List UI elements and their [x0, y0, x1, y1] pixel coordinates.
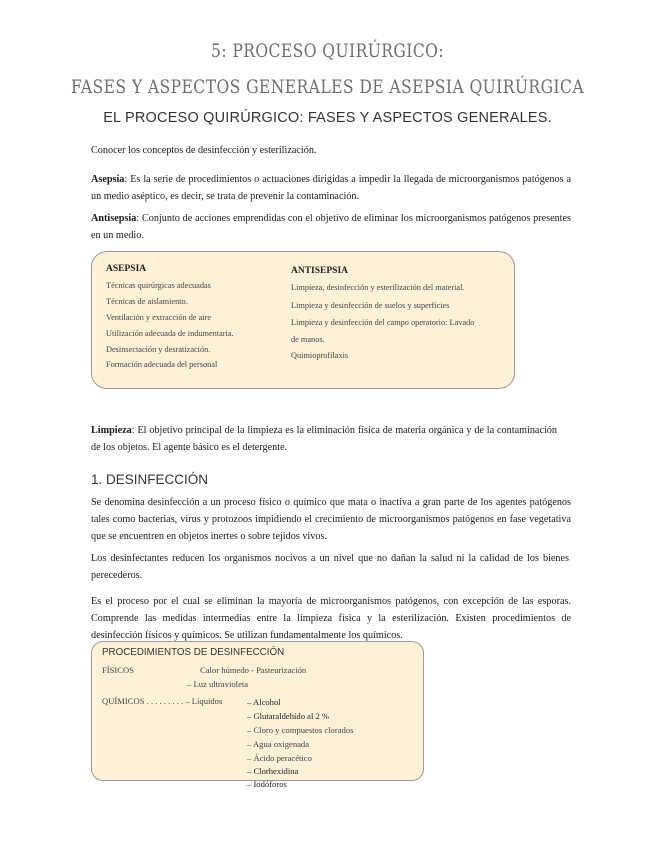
limpieza-text: : El objetivo principal de la limpieza es la eliminación física de materia orgánica y de la contaminación de los objetos. El agente básico es el detergente. [91, 425, 557, 453]
list-item: Técnicas de aislamiento. [106, 297, 188, 306]
list-item: – Luz ultravioleta [187, 679, 249, 689]
list-item: de manos. [291, 335, 325, 344]
list-item: Limpieza, desinfección y esterilización del material. [291, 283, 465, 292]
list-item: – Glutaraldehído al 2 % [247, 711, 330, 721]
asepsia-definition [91, 171, 571, 205]
quimicos-label: QUÍMICOS . . . . . . . . . – Líquidos [102, 696, 223, 706]
list-item: – Iodóforos [247, 779, 287, 789]
desinfeccion-paragraph-3: Es el proceso por el cual se eliminan la mayoría de microorganismos patógenos, con excepción de las esporas. Comprende las medidas intermedias entre la limpieza física y la esterilización. Existen procedimientos de desinfección físicos y químicos. Se utilizan fundamentalmente los químicos. [91, 596, 571, 641]
fisicos-label: FÍSICOS [102, 665, 134, 675]
list-item: Desinsectación y desratización. [106, 345, 211, 354]
box-asepsia-title: ASEPSIA [106, 264, 147, 274]
antisepsia-term: Antisepsia [91, 213, 137, 224]
list-item: Ventilación y extracción de aire [106, 313, 212, 322]
asepsia-antisepsia-box [91, 251, 515, 389]
list-item: – Clorhexidina [247, 766, 299, 776]
list-item: Calor húmedo - Pasteurización [200, 665, 307, 675]
objective-text: Conocer los conceptos de desinfección y esterilización. [91, 145, 317, 156]
list-item: Limpieza y desinfección del campo operatorio: Lavado [291, 318, 475, 327]
title-line-2: FASES Y ASPECTOS GENERALES DE ASEPSIA QUIRÚRGICA [70, 76, 584, 98]
box-title: PROCEDIMIENTOS DE DESINFECCIÓN [102, 647, 285, 658]
box-antisepsia-title: ANTISEPSIA [291, 266, 349, 276]
list-item: – Ácido peracético [247, 753, 312, 763]
list-item: – Agua oxigenada [247, 739, 310, 749]
list-item: Formación adecuada del personal [106, 360, 218, 369]
page-subtitle: EL PROCESO QUIRÚRGICO: FASES Y ASPECTOS GENERALES. [103, 110, 552, 126]
section-heading: 1. DESINFECCIÓN [91, 472, 209, 487]
procedimientos-desinfeccion-box [91, 641, 424, 789]
limpieza-term: Limpieza [91, 425, 132, 436]
asepsia-term: Asepsia [91, 174, 125, 185]
list-item: – Alcohol [247, 697, 281, 707]
antisepsia-text: : Conjunto de acciones emprendidas con el objetivo de eliminar los microorganismos patógenos presentes en un medio. [91, 213, 571, 241]
list-item: Quimioprofilaxis [291, 351, 349, 360]
limpieza-definition [91, 422, 557, 456]
list-item: – Cloro y compuestos clorados [247, 725, 354, 735]
antisepsia-definition [91, 210, 571, 244]
desinfeccion-paragraph-2: Los desinfectantes reducen los organismos nocivos a un nivel que no dañan la salud ni la calidad de los bienes perecederos. [91, 553, 569, 581]
asepsia-text: : Es la serie de procedimientos o actuaciones dirigidas a impedir la llegada de microorganismos patógenos a un medio aséptico, es decir, se trata de prevenir la contaminación. [91, 174, 571, 202]
list-item: Técnicas quirúrgicas adecuadas [106, 281, 211, 290]
desinfeccion-paragraph-1: Se denomina desinfección a un proceso físico o químico que mata o inactiva a gran parte de los agentes patógenos tales como bacterias, virus y protozoos impidiendo el crecimiento de microorganismos patógenos en fase vegetativa que se encuentren en objetos inertes o sobre tejidos vivos. [91, 497, 571, 542]
title-line-1: 5: PROCESO QUIRÚRGICO: [210, 40, 445, 62]
list-item: Limpieza y desinfección de suelos y superficies [291, 301, 450, 310]
list-item: Utilización adecuada de indumentaria. [106, 329, 234, 338]
